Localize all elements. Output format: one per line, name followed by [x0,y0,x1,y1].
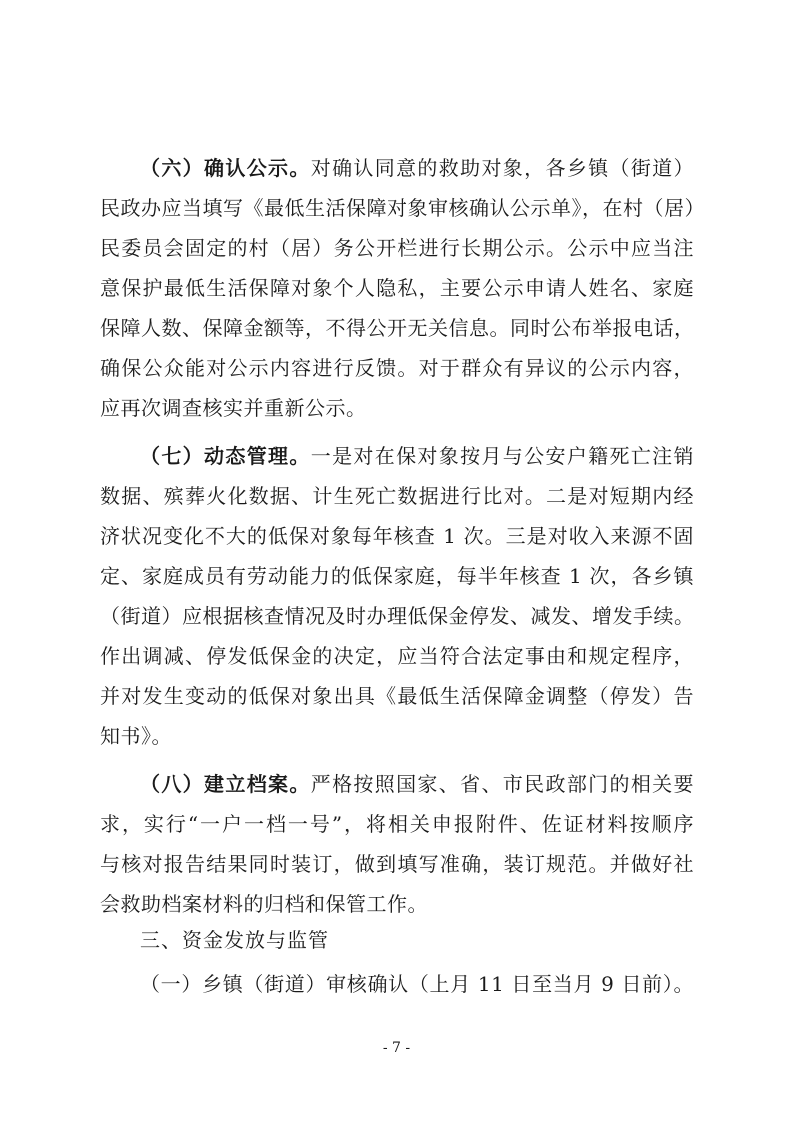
paragraph-6-line-1 [140,148,694,188]
paragraph-6-line-3: 民委员会固定的村（居）务公开栏进行长期公示。公示中应当注 [100,236,694,260]
section-heading: 三、资金发放与监管 [140,928,329,952]
paragraph-6-title: （六）确认公示。 [140,156,311,180]
paragraph-7-line-5: （街道）应根据核查情况及时办理低保金停发、减发、增发手续。 [100,604,695,628]
paragraph-7-line-1 [140,436,694,476]
paragraph-8-line-4: 会救助档案材料的归档和保管工作。 [100,892,428,916]
paragraph-7-line-4: 定、家庭成员有劳动能力的低保家庭，每半年核查 1 次，各乡镇 [100,564,694,588]
paragraph-8-line-3: 与核对报告结果同时装订，做到填写准确，装订规范。并做好社 [100,852,694,876]
paragraph-6-line-4: 意保护最低生活保障对象个人隐私，主要公示申请人姓名、家庭 [100,276,694,300]
subsection-1-line: （一）乡镇（街道）审核确认（上月 11 日至当月 9 日前）。 [140,972,694,996]
paragraph-7-line-8: 知书》。 [100,724,172,748]
page-number: - 7 - [382,1040,411,1056]
paragraph-6-line-5: 保障人数、保障金额等，不得公开无关信息。同时公布举报电话， [100,316,695,340]
paragraph-8-title: （八）建立档案。 [140,772,311,796]
paragraph-7-line-6: 作出调减、停发低保金的决定，应当符合法定事由和规定程序， [100,644,694,668]
paragraph-6-line-7: 应再次调查核实并重新公示。 [100,396,367,420]
paragraph-7-title: （七）动态管理。 [140,444,311,468]
paragraph-7-line-2: 数据、殡葬火化数据、计生死亡数据进行比对。二是对短期内经 [100,484,694,508]
paragraph-6-line-6: 确保公众能对公示内容进行反馈。对于群众有异议的公示内容， [100,356,694,380]
paragraph-7-line-7: 并对发生变动的低保对象出具《最低生活保障金调整（停发）告 [100,684,694,708]
paragraph-6-text-1: 对确认同意的救助对象，各乡镇（街道） [310,156,695,180]
paragraph-6-line-2: 民政办应当填写《最低生活保障对象审核确认公示单》，在村（居） [100,196,705,220]
paragraph-8-line-1 [140,764,694,804]
paragraph-7-line-3: 济状况变化不大的低保对象每年核查 1 次。三是对收入来源不固 [100,524,694,548]
paragraph-8-text-1: 严格按照国家、省、市民政部门的相关要 [310,772,695,796]
paragraph-7-text-1: 一是对在保对象按月与公安户籍死亡注销 [310,444,695,468]
paragraph-8-line-2: 求，实行“一户一档一号”，将相关申报附件、佐证材料按顺序 [100,812,694,836]
